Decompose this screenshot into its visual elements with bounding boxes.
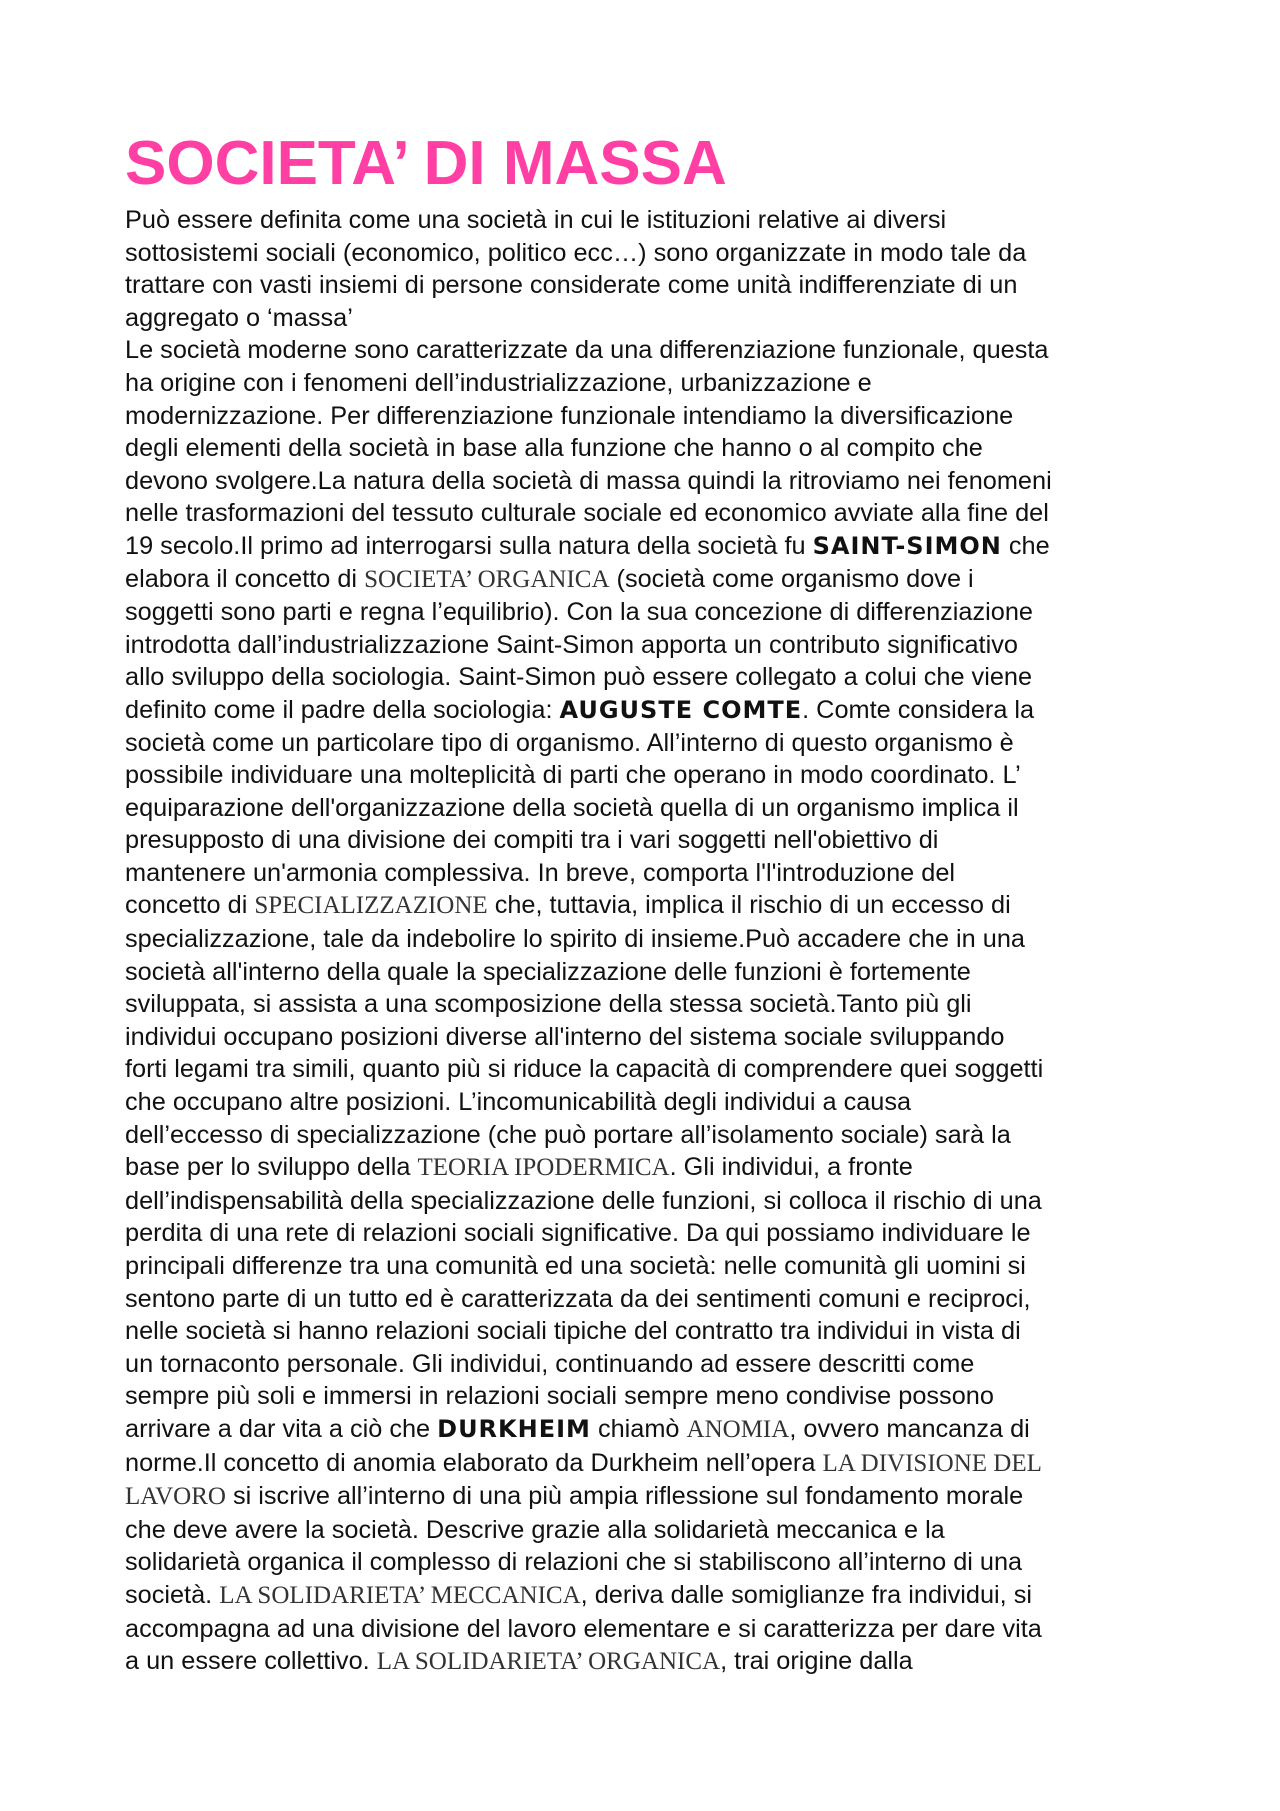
text-line [125,694,1165,727]
text-segment: a un essere collettivo. [125,1647,377,1676]
text-line [125,1053,1165,1086]
text-segment: sottosistemi sociali (economico, politico ecc…) sono organizzate in modo tale da [125,238,1027,267]
text-line [125,1579,1165,1613]
text-segment: arrivare a dar vita a ciò che [125,1414,438,1443]
text-segment: società come un particolare tipo di organismo. All’interno di questo organismo è [125,728,1014,757]
text-segment: specializzazione, tale da indebolire lo spirito di insieme.Può accadere che in una [125,925,1025,954]
text-line [125,727,1165,760]
text-segment: allo sviluppo della sociologia. Saint-Simon può essere collegato a colui che viene [125,663,1033,692]
text-line [125,1283,1165,1316]
document-page [125,128,1165,1679]
text-segment: 19 secolo.Il primo ad interrogarsi sulla natura della società fu [125,531,813,560]
text-segment: possibile individuare una molteplicità di parti che operano in modo coordinato. L’ [125,761,1021,790]
text-line [125,302,1165,335]
text-line [125,432,1165,465]
text-segment: nelle società si hanno relazioni sociali tipiche del contratto tra individui in vista di [125,1317,1021,1346]
text-line [125,1348,1165,1381]
text-line [125,334,1165,367]
text-segment: che deve avere la società. Descrive grazie alla solidarietà meccanica e la [125,1515,945,1544]
concept-term: SOCIETA’ ORGANICA [364,565,610,593]
text-line [125,759,1165,792]
text-line [125,1380,1165,1413]
text-line [125,956,1165,989]
text-segment: che, tuttavia, implica il rischio di un eccesso di [487,891,1011,920]
text-segment: presupposto di una divisione dei compiti tra i vari soggetti nell'obiettivo di [125,826,939,855]
text-line [125,857,1165,890]
text-line [125,1119,1165,1152]
text-line [125,269,1165,302]
text-segment: che [1001,531,1050,560]
text-segment: nelle trasformazioni del tessuto culturale sociale ed economico avviate alla fine del [125,499,1049,528]
text-line [125,824,1165,857]
text-line [125,889,1165,923]
text-segment: , ovvero mancanza di [789,1414,1030,1443]
concept-term: LA DIVISIONE DEL [822,1449,1042,1477]
text-segment: sviluppata, si assista a una scomposizione della stessa società.Tanto più gli [125,990,972,1019]
text-line [125,237,1165,270]
text-line [125,1613,1165,1646]
text-line [125,1021,1165,1054]
text-segment: aggregato o ‘massa’ [125,303,353,332]
text-line [125,1151,1165,1185]
text-segment: devono svolgere.La natura della società di massa quindi la ritroviamo nei fenomeni [125,466,1052,495]
text-line [125,1250,1165,1283]
text-line [125,1546,1165,1579]
text-line [125,988,1165,1021]
author-name: AUGUSTE COMTE [559,695,803,724]
text-segment: principali differenze tra una comunità ed una società: nelle comunità gli uomini si [125,1252,1026,1280]
text-segment: società all'interno della quale la specializzazione delle funzioni è fortemente [125,957,971,986]
text-segment: equiparazione dell'organizzazione della società quella di un organismo implica il [125,793,1019,822]
text-segment: degli elementi della società in base alla funzione che hanno o al compito che [125,434,983,463]
text-line [125,367,1165,400]
text-segment: modernizzazione. Per differenziazione funzionale intendiamo la diversificazione [125,401,1014,430]
text-line [125,1413,1165,1447]
text-segment: ha origine con i fenomeni dell’industrializzazione, urbanizzazione e [125,368,872,397]
text-segment: , deriva dalle somiglianze fra individui, si [580,1580,1032,1609]
text-segment: . Comte considera la [802,695,1035,724]
text-line [125,1514,1165,1547]
text-segment: dell’indispensabilità della specializzazione delle funzioni, si colloca il rischio di una [125,1186,1042,1215]
text-segment: forti legami tra simili, quanto più si riduce la capacità di comprendere quei soggetti [125,1055,1044,1084]
concept-term: LA SOLIDARIETA’ ORGANICA [376,1648,721,1676]
text-line [125,563,1165,597]
text-segment: individui occupano posizioni diverse all'interno del sistema sociale sviluppando [125,1022,1005,1051]
text-line [125,1315,1165,1348]
text-line [125,530,1165,563]
text-segment: si iscrive all’interno di una più ampia riflessione sul fondamento morale [225,1482,1024,1511]
text-segment: sempre più soli e immersi in relazioni sociali sempre meno condivise possono [125,1382,994,1411]
concept-term: ANOMIA [686,1415,790,1443]
page-title: SOCIETA’ DI MASSA [125,129,727,198]
text-segment: elabora il concetto di [125,564,365,593]
text-line [125,1480,1165,1514]
text-segment: un tornaconto personale. Gli individui, continuando ad essere descritti come [125,1349,975,1378]
text-segment: , trai origine dalla [720,1647,913,1676]
text-segment: che occupano altre posizioni. L’incomunicabilità degli individui a causa [125,1088,912,1117]
text-segment: Può essere definita come una società in cui le istituzioni relative ai diversi [125,206,947,234]
text-line [125,465,1165,498]
text-line [125,923,1165,956]
text-segment: società. [125,1580,220,1609]
text-segment: mantenere un'armonia complessiva. In breve, comporta l'l'introduzione del [125,858,956,887]
text-segment: . Gli individui, a fronte [669,1153,913,1182]
text-line [125,661,1165,694]
text-segment: chiamò [590,1414,687,1443]
concept-term: LA SOLIDARIETA’ MECCANICA [219,1581,581,1609]
text-segment: sentono parte di un tutto ed è caratterizzata da dei sentimenti comuni e reciproci, [125,1284,1031,1313]
text-segment: norme.Il concetto di anomia elaborato da Durkheim nell’opera [125,1448,823,1477]
text-line [125,1447,1165,1481]
text-segment: perdita di una rete di relazioni sociali significative. Da qui possiamo individuare le [125,1219,1031,1248]
text-line [125,1185,1165,1218]
text-segment: definito come il padre della sociologia: [125,695,560,724]
text-line [125,1645,1165,1679]
text-segment: concetto di [125,891,255,920]
concept-term: TEORIA IPODERMICA [417,1154,670,1182]
text-segment: introdotta dall’industrializzazione Saint-Simon apporta un contributo significativo [125,630,1018,659]
concept-term: SPECIALIZZAZIONE [254,892,488,920]
author-name: SAINT-SIMON [812,531,1002,560]
text-line [125,629,1165,662]
text-line [125,1217,1165,1250]
text-segment: soggetti sono parti e regna l’equilibrio). Con la sua concezione di differenziazione [125,598,1033,627]
text-line [125,596,1165,629]
text-line [125,1086,1165,1119]
text-segment: Le società moderne sono caratterizzate da una differenziazione funzionale, questa [125,336,1049,365]
text-segment: trattare con vasti insiemi di persone considerate come unità indifferenziate di un [125,271,1018,300]
concept-term: LAVORO [125,1483,226,1511]
text-line [125,400,1165,433]
text-segment: solidarietà organica il complesso di relazioni che si stabiliscono all’interno di una [125,1548,1023,1577]
text-segment: base per lo sviluppo della [125,1153,418,1182]
text-segment: (società come organismo dove i [609,564,974,593]
text-line [125,204,1165,237]
text-segment: accompagna ad una divisione del lavoro elementare e si caratterizza per dare vita [125,1614,1042,1643]
text-line [125,792,1165,825]
author-name: DURKHEIM [437,1414,591,1443]
text-segment: dell’eccesso di specializzazione (che può portare all’isolamento sociale) sarà la [125,1120,1011,1149]
body-paragraph [125,204,1165,1679]
text-line [125,497,1165,530]
